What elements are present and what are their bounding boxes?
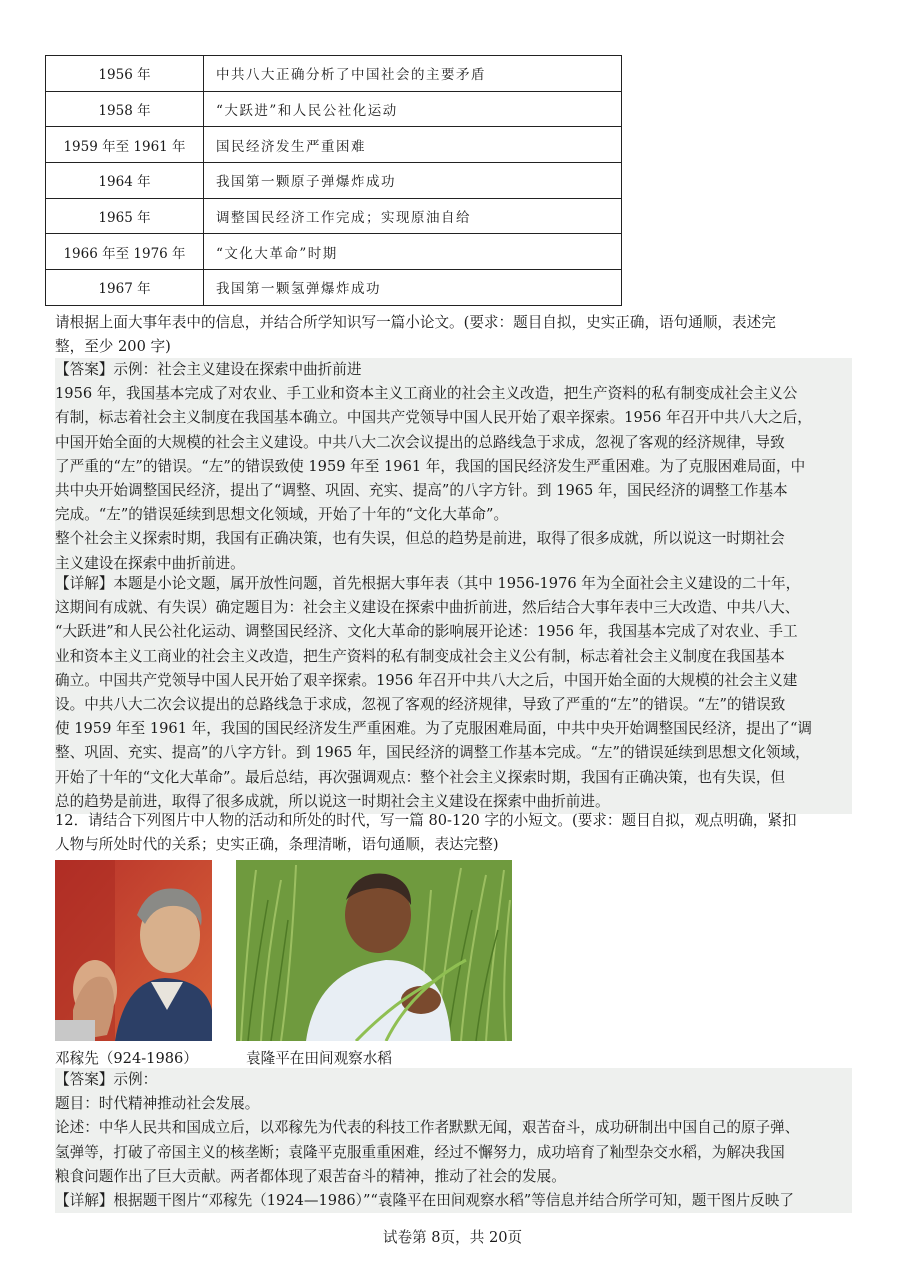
table-row [46, 56, 622, 92]
answer-line: 主义建设在探索中曲折前进。 [55, 554, 245, 572]
answer-line: 了严重的“左”的错误。“左”的错误致使 1959 年至 1961 年，我国的国民经济发生严重困难。为了克服困难局面，中 [55, 457, 806, 475]
year-cell: 1964 年 [46, 163, 204, 199]
yuan-longping-photo [236, 860, 512, 1041]
answer-line: 1956 年，我国基本完成了对农业、手工业和资本主义工商业的社会主义改造，把生产资料的私有制变成社会主义公 [55, 385, 798, 403]
year-cell: 1959 年至 1961 年 [46, 127, 204, 163]
year-cell: 1965 年 [46, 198, 204, 234]
detail-line: “大跃进”和人民公社化运动、调整国民经济、文化大革命的影响展开论述：1956 年，我国基本完成了对农业、手工 [55, 623, 798, 641]
answer-line: 共中央开始调整国民经济，提出了“调整、巩固、充实、提高”的八字方针。到 1965 年，国民经济的调整工作基本 [55, 482, 788, 500]
table-row [46, 127, 622, 163]
table-row [46, 270, 622, 306]
page-footer: 试卷第 8页，共 20页 [382, 1229, 523, 1246]
year-cell: 1958 年 [46, 91, 204, 127]
answer-block-2 [55, 1068, 852, 1213]
event-cell: 我国第一颗原子弹爆炸成功 [204, 163, 622, 199]
rice-field-illustration [236, 860, 512, 1041]
detail-line: 使 1959 年至 1961 年，我国的国民经济发生严重困难。为了克服困难局面，中共中央开始调整国民经济，提出了“调 [55, 720, 813, 738]
event-cell: 我国第一颗氢弹爆炸成功 [204, 270, 622, 306]
caption-yuan-longping: 袁隆平在田间观察水稻 [246, 1050, 392, 1067]
answer-line: 【答案】示例：社会主义建设在探索中曲折前进 [55, 361, 362, 378]
caption-deng-jiaxian: 邓稼先（924-1986） [55, 1050, 198, 1067]
detail-line: 确立。中国共产党领导中国人民开始了艰辛探索。1956 年召开中共八大之后，中国开始全面的大规模的社会主义建 [55, 671, 798, 689]
prompt-line: 12．请结合下列图片中人物的活动和所处的时代，写一篇 80-120 字的小短文。(要求：题目自拟，观点明确，紧扣 [55, 812, 797, 829]
year-cell: 1967 年 [46, 270, 204, 306]
event-cell: 国民经济发生严重困难 [204, 127, 622, 163]
event-cell: “文化大革命”时期 [204, 234, 622, 270]
detail-line: 整、巩固、充实、提高”的八字方针。到 1965 年，国民经济的调整工作基本完成。“左”的错误延续到思想文化领域， [55, 744, 810, 762]
prompt-line: 请根据上面大事年表中的信息，并结合所学知识写一篇小论文。(要求：题目自拟，史实正确，语句通顺，表述完 [55, 314, 776, 331]
detail-line: 业和资本主义工商业的社会主义改造，把生产资料的私有制变成社会主义公有制，标志着社会主义制度在我国基本 [55, 647, 785, 665]
answer-line: 整个社会主义探索时期，我国有正确决策，也有失误，但总的趋势是前进，取得了很多成就，所以说这一时期社会 [55, 530, 785, 548]
table-row [46, 163, 622, 199]
answer-line: 题目：时代精神推动社会发展。 [55, 1095, 260, 1113]
answer-line: 【答案】示例： [55, 1071, 158, 1088]
deng-jiaxian-photo [55, 860, 212, 1041]
answer-line: 氢弹等，打破了帝国主义的核垄断；袁隆平克服重重困难，经过不懈努力，成功培育了籼型杂交水稻，为解决我国 [55, 1143, 785, 1161]
detail-line: 开始了十年的“文化大革命”。最后总结，再次强调观点：整个社会主义探索时期，我国有正确决策，也有失误，但 [55, 768, 786, 786]
event-cell: “大跃进”和人民公社化运动 [204, 91, 622, 127]
answer-line: 中国开始全面的大规模的社会主义建设。中共八大二次会议提出的总路线急于求成，忽视了客观的经济规律，导致 [55, 433, 785, 451]
prompt-line: 人物与所处时代的关系；史实正确，条理清晰，语句通顺，表达完整) [55, 836, 499, 853]
table-row [46, 234, 622, 270]
prompt-line: 整，至少 200 字) [55, 338, 171, 355]
year-cell: 1956 年 [46, 56, 204, 92]
event-cell: 调整国民经济工作完成；实现原油自给 [204, 198, 622, 234]
answer-line: 【详解】根据题干图片“邓稼先（1924—1986）”“袁隆平在田间观察水稻”等信息并结合所学可知，题干图片反映了 [55, 1192, 794, 1210]
answer-line: 粮食问题作出了巨大贡献。两者都体现了艰苦奋斗的精神，推动了社会的发展。 [55, 1167, 566, 1185]
detail-line: 总的趋势是前进，取得了很多成就，所以说这一时期社会主义建设在探索中曲折前进。 [55, 792, 610, 810]
event-cell: 中共八大正确分析了中国社会的主要矛盾 [204, 56, 622, 92]
question-12-prompt [55, 809, 852, 857]
year-cell: 1966 年至 1976 年 [46, 234, 204, 270]
chronology-table [45, 55, 622, 306]
detail-line: 设。中共八大二次会议提出的总路线急于求成，忽视了客观的经济规律，导致了严重的“左”的错误。“左”的错误致 [55, 696, 786, 714]
portrait-illustration [55, 860, 212, 1041]
detail-block-1 [55, 572, 852, 814]
question-11-prompt [55, 311, 852, 359]
answer-block-1 [55, 358, 852, 576]
answer-line: 有制，标志着社会主义制度在我国基本确立。中国共产党领导中国人民开始了艰辛探索。1956 年召开中共八大之后， [55, 409, 812, 427]
table-row [46, 91, 622, 127]
detail-line: 这期间有成就、有失误）确定题目为：社会主义建设在探索中曲折前进，然后结合大事年表中三大改造、中共八大、 [55, 599, 800, 617]
detail-line: 【详解】本题是小论文题，属开放性问题，首先根据大事年表（其中 1956-1976 年为全面社会主义建设的二十年， [55, 575, 801, 592]
answer-line: 论述：中华人民共和国成立后，以邓稼先为代表的科技工作者默默无闻，艰苦奋斗，成功研制出中国自己的原子弹、 [55, 1119, 800, 1137]
table-row [46, 198, 622, 234]
answer-line: 完成。“左”的错误延续到思想文化领域，开始了十年的“文化大革命”。 [55, 506, 509, 524]
